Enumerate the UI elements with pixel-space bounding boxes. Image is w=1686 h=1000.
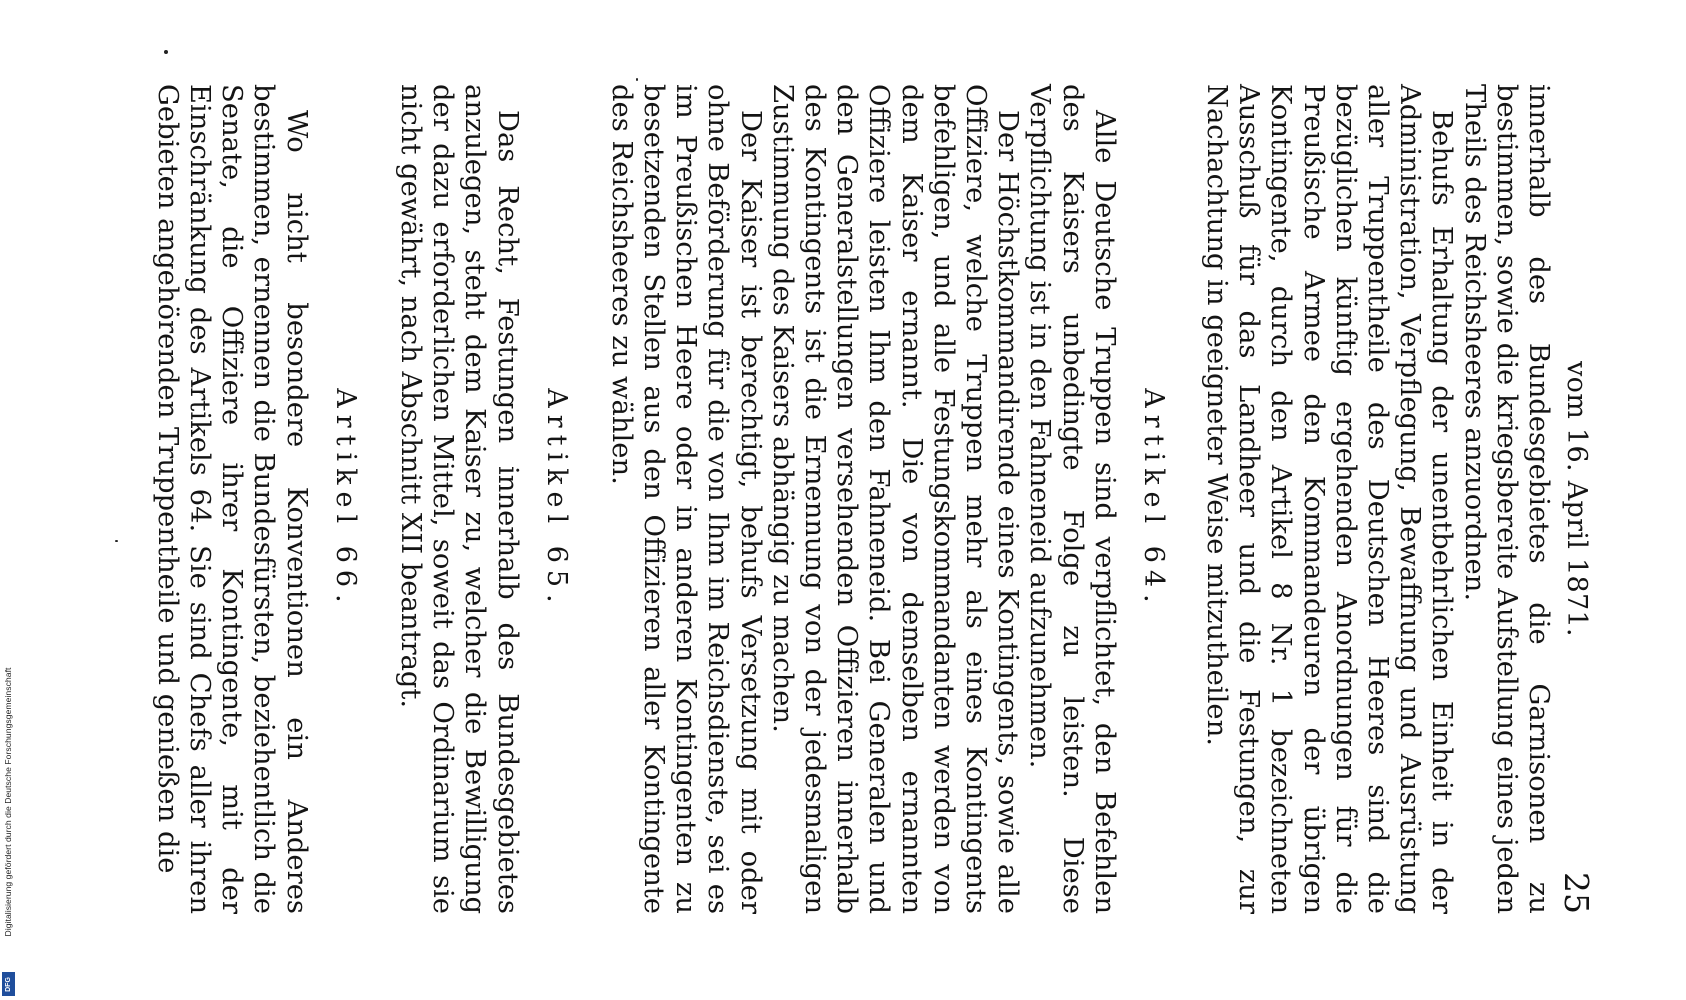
left-margin <box>0 0 16 1000</box>
dfg-logo: DFG <box>2 972 15 996</box>
scan-speck <box>636 78 638 81</box>
paragraph: Alle Deutsche Truppen sind verpflichtet, den Befehlen des Kaisers unbedingte Folge zu leisten. Diese Verpflichtung ist in den Fahneneid aufzunehmen. <box>1024 84 1120 914</box>
paragraph: Behufs Erhaltung der unentbehrlichen Einheit in der Administration, Verpflegung, Bewaffnung und Ausrüstung aller Truppentheile des Deutschen Heeres sind die bezüglichen künftig ergehenden Anordnungen für die Preußische Armee den Kommandeuren der übrigen Kontingente, durch den Artikel 8 Nr. 1 bezeichneten Ausschuß für das Landheer und die Festungen, zur Nachachtung in geeigneter Weise mitzutheilen. <box>1200 84 1458 914</box>
paragraph: Der Kaiser ist berechtigt, behufs Versetzung mit oder ohne Beförderung für die von Ihm im Reichsdienste, sei es im Preußischen Heere oder in anderen Kontingenten zu besetzenden Stellen aus den Offizieren aller Kontingente des Reichsheeres zu wählen. <box>605 84 766 914</box>
running-title: vom 16. April 1871. <box>1561 361 1592 637</box>
paragraph: Das Recht, Festungen innerhalb des Bundesgebietes anzulegen, steht dem Kaiser zu, welcher die Bewilligung der dazu erforderlichen Mittel, soweit das Ordinarium sie nicht gewährt, nach Abschnitt XII beantragt. <box>394 84 523 914</box>
paragraph: Wo nicht besondere Konventionen ein Anderes bestimmen, ernennen die Bundesfürsten, beziehentlich die Senate, die Offiziere ihrer Kontingente, mit der Einschränkung des Artikels 64. Sie sind Chefs aller ihren Gebieten angehörenden Truppentheile und genießen die <box>151 84 312 914</box>
paragraph: innerhalb des Bundesgebietes die Garnisonen zu bestimmen, sowie die kriegsbereite Aufstellung eines jeden Theils des Reichsheeres anzuordnen. <box>1458 84 1554 914</box>
page-content <box>98 84 1598 914</box>
digitization-credit: Digitalisierung gefördert durch die Deutsche Forschungsgemeinschaft <box>3 667 13 937</box>
page-number: 25 <box>1557 872 1596 914</box>
scanned-page <box>48 20 1638 980</box>
article-heading: Artikel 64. <box>1137 388 1169 610</box>
scan-speck <box>164 50 168 54</box>
article-heading: Artikel 66. <box>329 388 361 610</box>
paragraph: Der Höchstkommandirende eines Kontingents, sowie alle Offiziere, welche Truppen mehr als eines Kontingents befehligen, und alle Festungskommandanten werden von dem Kaiser ernannt. Die von demselben ernannten Offiziere leisten Ihm den Fahneneid. Bei Generalen und den Generalstellungen versehenden Offizieren innerhalb des Kontingents ist die Ernennung von der jedesmaligen Zustimmung des Kaisers abhängig zu machen. <box>766 84 1024 914</box>
article-heading: Artikel 65. <box>540 388 572 610</box>
running-head <box>1554 84 1598 914</box>
